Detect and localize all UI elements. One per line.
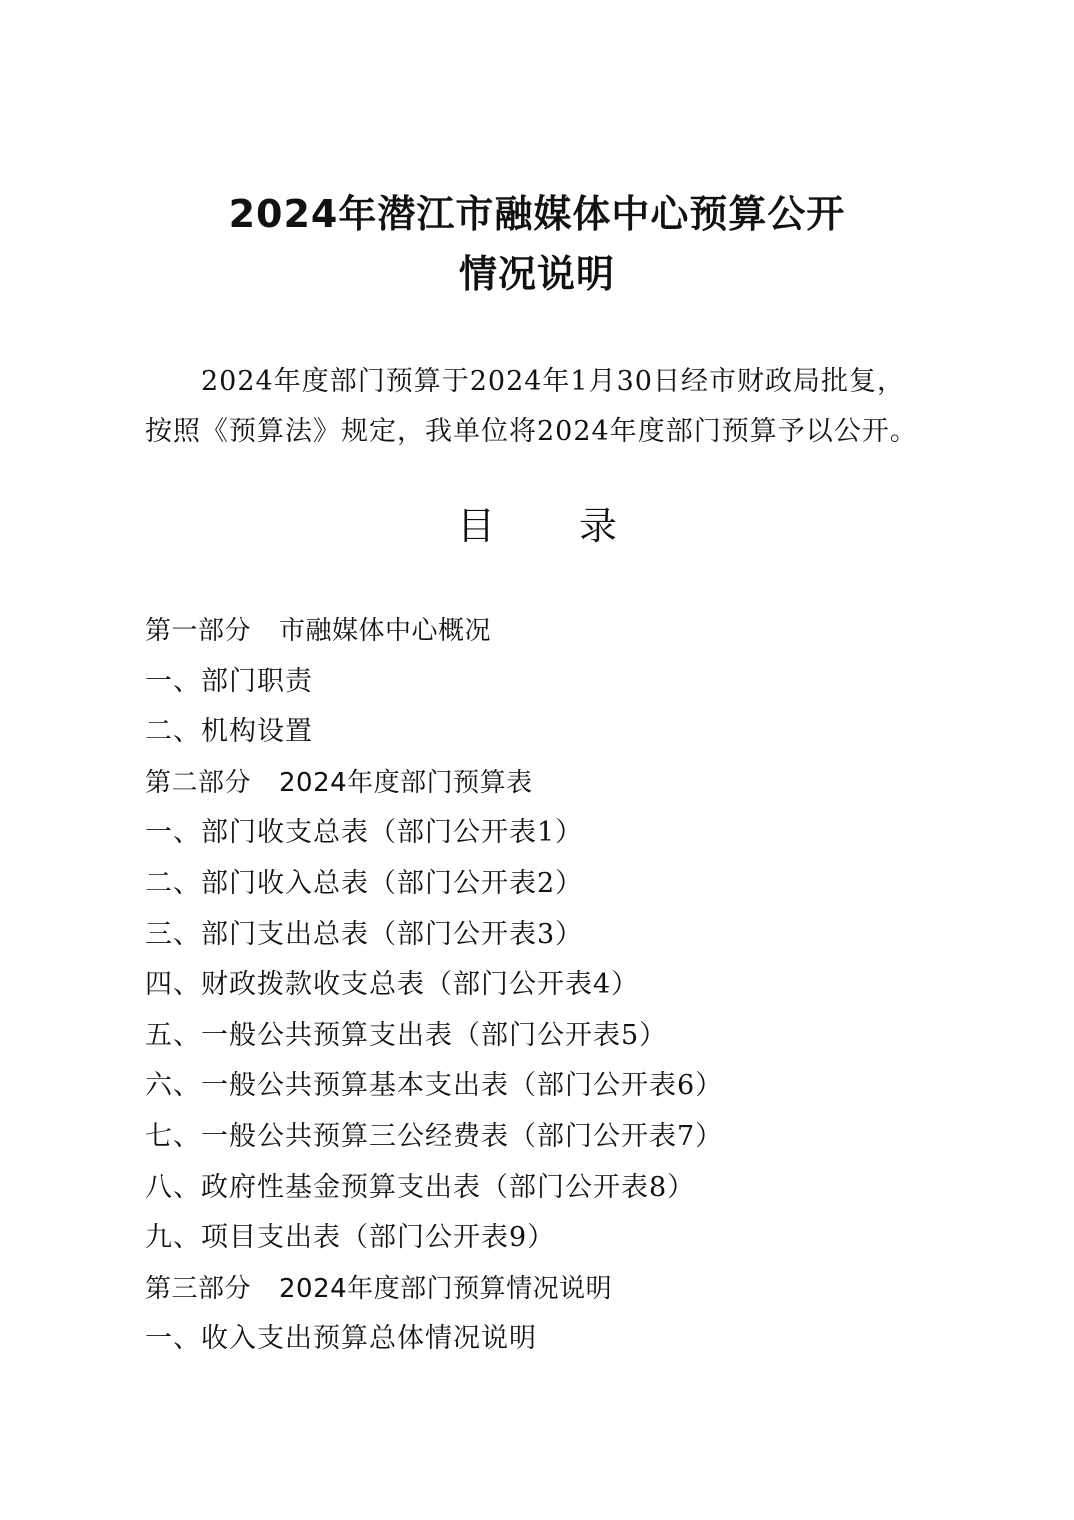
toc-part-label: 第一部分 bbox=[145, 616, 252, 646]
toc-item: 八、政府性基金预算支出表（部门公开表8） bbox=[145, 1171, 696, 1203]
toc-part-2 bbox=[145, 758, 965, 809]
toc-part-1 bbox=[145, 606, 965, 657]
toc-item: 三、部门支出总表（部门公开表3） bbox=[145, 918, 584, 950]
toc-item: 一、部门收支总表（部门公开表1） bbox=[145, 817, 584, 849]
document-title-line-1: 2024年潜江市融媒体中心预算公开 bbox=[228, 192, 846, 236]
toc-item: 六、一般公共预算基本支出表（部门公开表6） bbox=[145, 1070, 724, 1102]
intro-paragraph-line-2: 按照《预算法》规定，我单位将2024年度部门预算予以公开。 bbox=[145, 416, 918, 447]
toc-part-label: 第二部分 bbox=[145, 767, 252, 798]
toc-item: 二、机构设置 bbox=[145, 716, 313, 748]
toc-part-label: 第三部分 bbox=[145, 1273, 252, 1304]
toc-item: 一、收入支出预算总体情况说明 bbox=[145, 1323, 537, 1355]
toc-heading: 目录 bbox=[456, 504, 701, 548]
toc-item: 九、项目支出表（部门公开表9） bbox=[145, 1222, 556, 1254]
toc-part-3 bbox=[145, 1264, 965, 1315]
toc-part-text: 2024年度部门预算情况说明 bbox=[279, 1273, 613, 1304]
toc-item: 一、部门职责 bbox=[145, 665, 313, 697]
toc-item: 二、部门收入总表（部门公开表2） bbox=[145, 867, 584, 899]
toc-item: 四、财政拨款收支总表（部门公开表4） bbox=[145, 969, 640, 1001]
toc-item: 五、一般公共预算支出表（部门公开表5） bbox=[145, 1019, 668, 1051]
toc-part-text: 市融媒体中心概况 bbox=[279, 616, 492, 646]
toc-part-text: 2024年度部门预算表 bbox=[279, 767, 533, 798]
toc-item: 七、一般公共预算三公经费表（部门公开表7） bbox=[145, 1120, 724, 1152]
document-title-line-2: 情况说明 bbox=[458, 252, 615, 296]
table-of-contents bbox=[145, 606, 965, 1365]
intro-paragraph-line-1: 2024年度部门预算于2024年1月30日经市财政局批复， bbox=[201, 366, 905, 397]
